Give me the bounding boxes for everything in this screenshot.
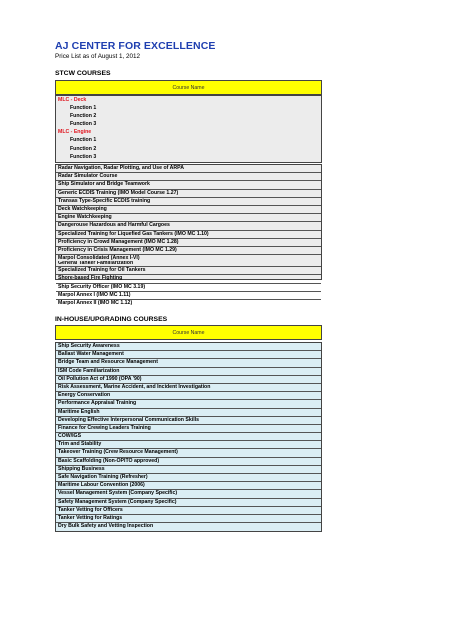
- table-row: Shipping Business: [56, 466, 321, 474]
- page-title: AJ CENTER FOR EXCELLENCE: [55, 40, 216, 52]
- table-row: Ship Simulator and Bridge Teamwork: [56, 181, 321, 189]
- list-item: Function 1: [70, 105, 97, 112]
- list-item: Function 2: [70, 145, 97, 152]
- table-row: Shore-based Fire Fighting: [56, 275, 321, 283]
- table-row: General Tanker Familiarization: [56, 261, 321, 268]
- table-row: Marpol Annex I (IMO MC 1.11): [56, 292, 321, 300]
- price-list-date: Price List as of August 1, 2012: [55, 53, 141, 60]
- table-row: Radar Simulator Course: [56, 173, 321, 181]
- table-row: Proficiency in Crowd Management (IMO MC 1.28): [56, 239, 321, 247]
- inhouse-column-header: Course Name: [55, 325, 322, 340]
- table-row: ISM Code Familiarization: [56, 368, 321, 376]
- list-item: Function 3: [70, 121, 97, 128]
- table-row: Tanker Vetting for Ratings: [56, 515, 321, 523]
- stcw-section-title: STCW COURSES: [55, 70, 111, 77]
- table-row: Generic ECDIS Training (IMO Model Course 1.27): [56, 190, 321, 198]
- table-row: Marpol Consolidated (Annex I-VI): [58, 255, 140, 261]
- table-row: Tanker Vetting for Officers: [56, 507, 321, 515]
- table-row: Safe Navigation Training (Refresher): [56, 474, 321, 482]
- stcw-course-list: [55, 164, 322, 306]
- table-row: Maritime Labour Convention (2006): [56, 482, 321, 490]
- table-row: Maritime English: [56, 409, 321, 417]
- table-row: Takeover Training (Crew Resource Management): [56, 449, 321, 457]
- table-row: Engine Watchkeeping: [56, 214, 321, 222]
- table-row: Bridge Team and Resource Management: [56, 359, 321, 367]
- table-row: Dry Bulk Safety and Vetting Inspection: [58, 523, 154, 530]
- table-row: Deck Watchkeeping: [56, 206, 321, 214]
- inhouse-course-list: [55, 342, 322, 532]
- table-row: Trim and Stability: [56, 441, 321, 449]
- list-item: MLC - Engine: [58, 129, 92, 136]
- list-item: Function 3: [70, 153, 97, 160]
- table-row: Performance Appraisal Training: [56, 400, 321, 408]
- stcw-mlc-group: [55, 95, 322, 163]
- table-row: Energy Conservation: [56, 392, 321, 400]
- inhouse-section-title: IN-HOUSE/UPGRADING COURSES: [55, 316, 168, 323]
- table-row: Developing Effective Interpersonal Communication Skills: [56, 417, 321, 425]
- stcw-column-header: Course Name: [55, 80, 322, 95]
- table-row: Transas Type-Specific ECDIS training: [56, 198, 321, 206]
- table-row: Specialized Training for Oil Tankers: [56, 267, 321, 275]
- table-row: Vessel Management System (Company Specific): [56, 490, 321, 498]
- list-item: MLC - Deck: [58, 97, 87, 103]
- table-row: Finance for Crewing Leaders Training: [56, 425, 321, 433]
- list-item: Function 1: [70, 137, 97, 144]
- table-row: Ship Security Awareness: [56, 343, 321, 351]
- table-row: Basic Scaffolding (Non-OPITO approved): [56, 458, 321, 466]
- table-row: Specialized Training for Liquefied Gas Tankers (IMO MC 1.10): [56, 231, 321, 239]
- table-row: Ballast Water Management: [56, 351, 321, 359]
- table-row: Radar Navigation, Radar Plotting, and Use of ARPA: [56, 165, 321, 173]
- table-row: Ship Security Officer (IMO MC 3.19): [56, 284, 321, 292]
- table-row: Oil Pollution Act of 1990 (OPA '90): [56, 376, 321, 384]
- list-item: Function 2: [70, 113, 97, 120]
- table-row: Safety Management System (Company Specific): [56, 499, 321, 507]
- table-row: Dangerouse Hazardous and Harmful Cargoes: [56, 222, 321, 230]
- table-row: Marpol Annex II (IMO MC 1.12): [58, 299, 133, 306]
- table-row: Risk Assessment, Marine Accident, and Incident Investigation: [56, 384, 321, 392]
- table-row: COW/IGS: [56, 433, 321, 441]
- table-row: Proficiency in Crisis Management (IMO MC 1.29): [56, 247, 321, 255]
